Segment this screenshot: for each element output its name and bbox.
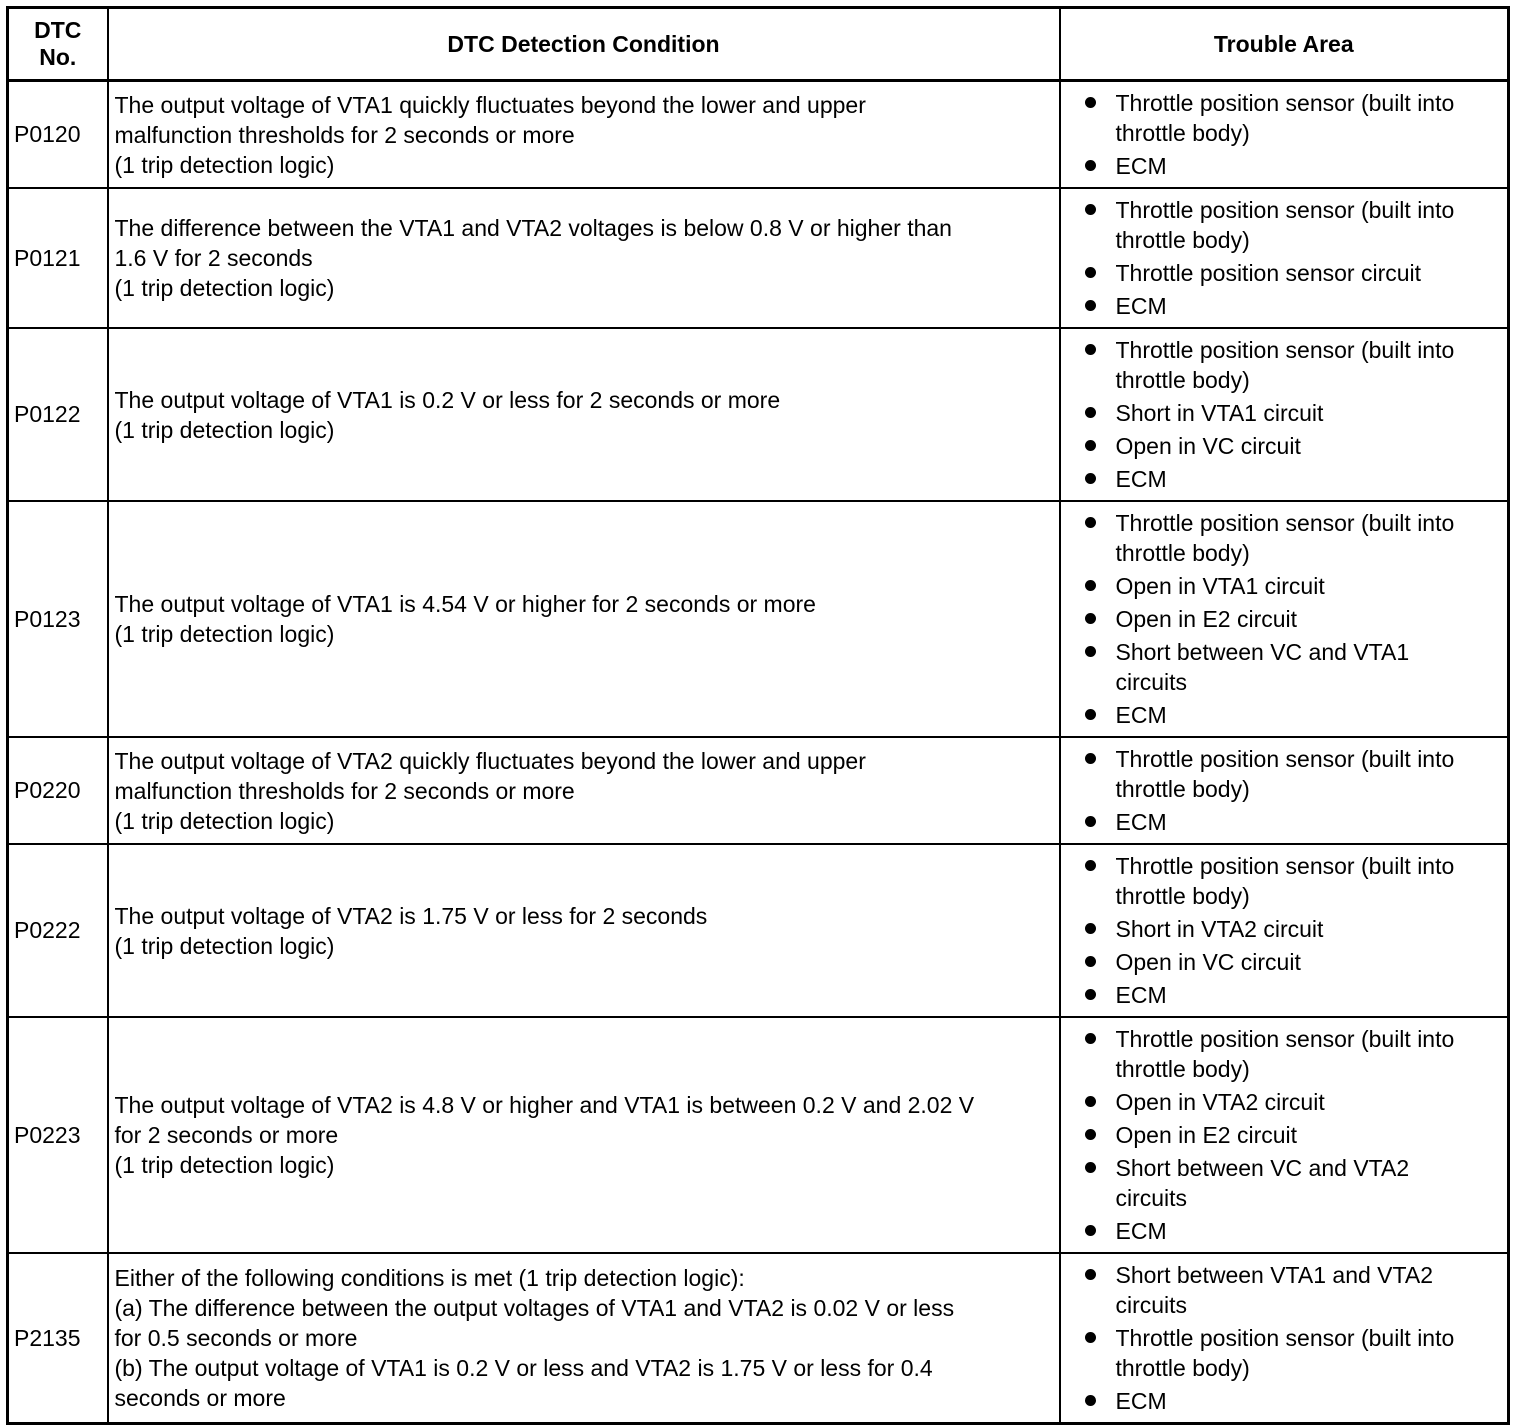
table-row [8,81,1509,189]
list-item [1083,464,1498,494]
list-item-text: throttle body) [1115,367,1250,393]
condition-line: The output voltage of VTA1 quickly fluctuates beyond the lower and upper [114,91,866,118]
table-row [8,1017,1509,1253]
list-item-text: throttle body) [1115,1355,1250,1381]
condition-line: The output voltage of VTA1 is 0.2 V or less for 2 seconds or more [114,386,781,413]
list-item-text: ECM [1115,982,1167,1008]
bullet-icon [1085,473,1096,484]
list-item-text: ECM [1115,1218,1167,1244]
table-row [8,737,1509,844]
bullet-icon [1085,1096,1096,1107]
list-item-text: Throttle position sensor (built into [1115,1325,1455,1351]
list-item-text: throttle body) [1115,227,1250,253]
list-item-text: Throttle position sensor (built into [1115,1026,1455,1052]
bullet-icon [1085,517,1096,528]
bullet-icon [1085,816,1096,827]
dtc-code: P2135 [8,1253,108,1424]
list-item-text: Throttle position sensor (built into [1115,90,1455,116]
header-trouble-area: Trouble Area [1060,8,1509,81]
bullet-icon [1085,97,1096,108]
list-item-text: ECM [1115,1388,1167,1414]
list-item-text: Short in VTA1 circuit [1115,400,1324,426]
list-item-text: Throttle position sensor (built into [1115,337,1455,363]
condition-line: (b) The output voltage of VTA1 is 0.2 V or less and VTA2 is 1.75 V or less for 0.4 [114,1355,933,1381]
bullet-icon [1085,1269,1096,1280]
list-item-text: Throttle position sensor (built into [1115,510,1455,536]
bullet-icon [1085,989,1096,1000]
bullet-icon [1085,344,1096,355]
list-item [1083,947,1498,977]
list-item [1083,1386,1498,1416]
list-item-text: circuits [1115,669,1188,695]
condition-line: The output voltage of VTA2 is 4.8 V or higher and VTA1 is between 0.2 V and 2.02 V [114,1092,975,1118]
list-item [1083,88,1498,148]
header-dtc-no-line2: No. [39,44,77,70]
bullet-icon [1085,1162,1096,1173]
trouble-area [1060,737,1509,844]
list-item [1083,980,1498,1010]
dtc-code: P0220 [8,737,108,844]
bullet-icon [1085,204,1096,215]
bullet-icon [1085,753,1096,764]
condition-line: Either of the following conditions is met (1 trip detection logic): [114,1265,745,1291]
condition-line: for 2 seconds or more [114,1122,339,1148]
detection-condition [108,188,1060,328]
dtc-code: P0120 [8,81,108,189]
list-item [1083,1216,1498,1246]
list-item-text: Short between VC and VTA1 [1115,639,1410,665]
list-item [1083,335,1498,395]
condition-line: The output voltage of VTA1 is 4.54 V or higher for 2 seconds or more [114,591,816,617]
bullet-icon [1085,160,1096,171]
bullet-icon [1085,1332,1096,1343]
condition-line: (1 trip detection logic) [114,621,335,647]
bullet-icon [1085,440,1096,451]
list-item [1083,604,1498,634]
detection-condition [108,737,1060,844]
condition-line: for 0.5 seconds or more [114,1325,358,1351]
bullet-icon [1085,267,1096,278]
list-item [1083,151,1498,181]
bullet-icon [1085,613,1096,624]
trouble-area-list [1083,88,1498,181]
bullet-icon [1085,1395,1096,1406]
condition-line: The output voltage of VTA2 quickly fluctuates beyond the lower and upper [114,747,866,774]
list-item-text: Short between VTA1 and VTA2 [1115,1262,1433,1288]
list-item-text: Throttle position sensor (built into [1115,746,1455,772]
table-row [8,1253,1509,1424]
list-item [1083,914,1498,944]
table-body [8,81,1509,1424]
table-row [8,844,1509,1017]
list-item [1083,195,1498,255]
bullet-icon [1085,860,1096,871]
bullet-icon [1085,300,1096,311]
list-item [1083,1120,1498,1150]
bullet-icon [1085,709,1096,720]
list-item [1083,1323,1498,1383]
list-item-text: throttle body) [1115,883,1250,909]
condition-line: The difference between the VTA1 and VTA2 voltages is below 0.8 V or higher than [114,215,952,241]
header-row [8,8,1509,81]
trouble-area-list [1083,195,1498,321]
trouble-area-list [1083,851,1498,1010]
trouble-area [1060,1253,1509,1424]
table-row [8,328,1509,501]
condition-line: (a) The difference between the output voltages of VTA1 and VTA2 is 0.02 V or less [114,1295,955,1321]
bullet-icon [1085,956,1096,967]
dtc-code: P0222 [8,844,108,1017]
list-item-text: Throttle position sensor (built into [1115,197,1455,223]
bullet-icon [1085,923,1096,934]
list-item-text: Short between VC and VTA2 [1115,1155,1410,1181]
condition-line: (1 trip detection logic) [114,151,335,178]
header-dtc-no-line1: DTC [34,17,82,43]
trouble-area [1060,1017,1509,1253]
bullet-icon [1085,580,1096,591]
detection-condition [108,1253,1060,1424]
trouble-area [1060,188,1509,328]
list-item [1083,508,1498,568]
list-item [1083,291,1498,321]
list-item [1083,571,1498,601]
trouble-area-list [1083,1260,1498,1416]
list-item-text: circuits [1115,1185,1188,1211]
list-item-text: throttle body) [1115,540,1250,566]
list-item-text: Throttle position sensor circuit [1115,260,1422,286]
condition-line: (1 trip detection logic) [114,932,335,959]
bullet-icon [1085,1225,1096,1236]
condition-line: The output voltage of VTA2 is 1.75 V or less for 2 seconds [114,902,708,929]
list-item-text: ECM [1115,466,1167,492]
list-item-text: ECM [1115,293,1167,319]
list-item [1083,807,1498,837]
list-item [1083,398,1498,428]
bullet-icon [1085,407,1096,418]
list-item [1083,744,1498,804]
condition-line: (1 trip detection logic) [114,275,335,301]
condition-line: seconds or more [114,1385,286,1411]
bullet-icon [1085,1033,1096,1044]
condition-line: (1 trip detection logic) [114,416,335,443]
list-item-text: throttle body) [1115,1056,1250,1082]
dtc-code: P0122 [8,328,108,501]
header-condition: DTC Detection Condition [108,8,1060,81]
list-item [1083,700,1498,730]
trouble-area [1060,328,1509,501]
table-header [8,8,1509,81]
list-item-text: throttle body) [1115,120,1250,146]
detection-condition [108,844,1060,1017]
list-item-text: Throttle position sensor (built into [1115,853,1455,879]
condition-line: (1 trip detection logic) [114,807,335,834]
dtc-code: P0121 [8,188,108,328]
header-dtc-no [8,8,108,81]
list-item-text: Open in VTA2 circuit [1115,1089,1325,1115]
list-item [1083,1153,1498,1213]
list-item [1083,431,1498,461]
list-item-text: throttle body) [1115,776,1250,802]
list-item-text: Open in VC circuit [1115,433,1301,459]
list-item-text: circuits [1115,1292,1188,1318]
bullet-icon [1085,646,1096,657]
list-item-text: Short in VTA2 circuit [1115,916,1324,942]
dtc-code: P0123 [8,501,108,737]
table-row [8,188,1509,328]
trouble-area [1060,501,1509,737]
trouble-area-list [1083,1024,1498,1246]
dtc-code: P0223 [8,1017,108,1253]
trouble-area [1060,844,1509,1017]
detection-condition [108,328,1060,501]
list-item-text: Open in VTA1 circuit [1115,573,1325,599]
trouble-area-list [1083,744,1498,837]
list-item [1083,1260,1498,1320]
list-item-text: ECM [1115,153,1167,179]
detection-condition [108,1017,1060,1253]
list-item-text: Open in VC circuit [1115,949,1301,975]
list-item-text: ECM [1115,809,1167,835]
list-item-text: Open in E2 circuit [1115,606,1298,632]
trouble-area-list [1083,508,1498,730]
list-item [1083,637,1498,697]
list-item [1083,258,1498,288]
condition-line: 1.6 V for 2 seconds [114,245,313,271]
list-item [1083,1087,1498,1117]
trouble-area-list [1083,335,1498,494]
condition-line: malfunction thresholds for 2 seconds or more [114,121,575,148]
list-item-text: Open in E2 circuit [1115,1122,1298,1148]
list-item [1083,1024,1498,1084]
trouble-area [1060,81,1509,189]
detection-condition [108,501,1060,737]
list-item [1083,851,1498,911]
detection-condition [108,81,1060,189]
list-item-text: ECM [1115,702,1167,728]
table-row [8,501,1509,737]
dtc-table [6,6,1510,1425]
condition-line: malfunction thresholds for 2 seconds or more [114,777,575,804]
condition-line: (1 trip detection logic) [114,1152,335,1178]
bullet-icon [1085,1129,1096,1140]
